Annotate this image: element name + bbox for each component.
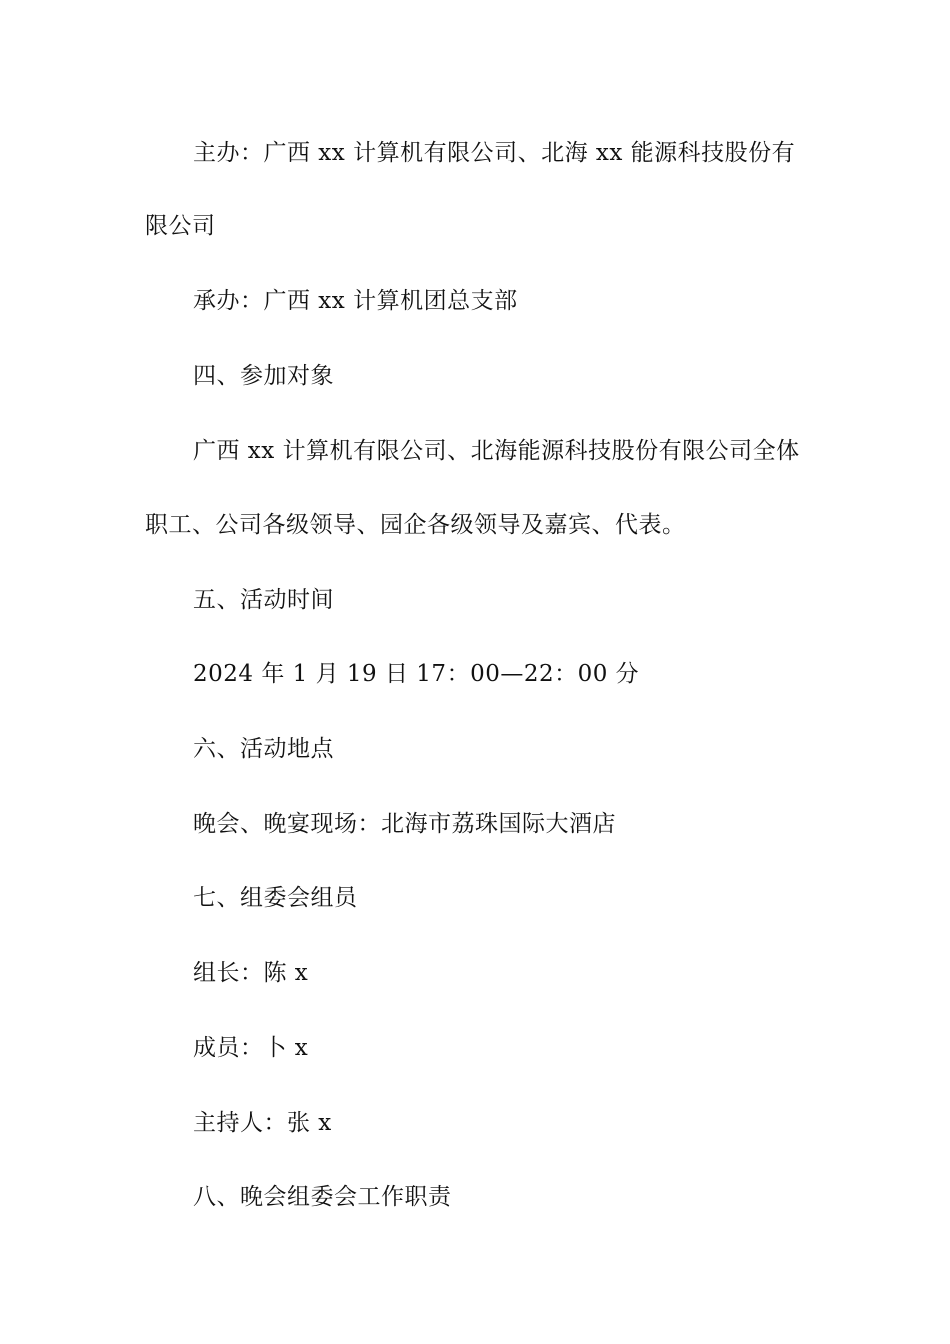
section-heading-venue: 六、活动地点 [193,736,334,762]
section-heading-time: 五、活动时间 [193,587,334,613]
committee-member-line: 成员：卜 x [193,1035,309,1061]
co-organizer-line: 承办：广西 xx 计算机团总支部 [193,288,518,314]
organizer-line: 主办：广西 xx 计算机有限公司、北海 xx 能源科技股份有 [193,140,796,166]
section-heading-duties: 八、晚会组委会工作职责 [193,1184,452,1210]
host-line: 主持人：张 x [193,1110,332,1136]
section-heading-committee: 七、组委会组员 [193,885,358,911]
participants-line: 广西 xx 计算机有限公司、北海能源科技股份有限公司全体 [193,438,800,464]
venue-line: 晚会、晚宴现场：北海市荔珠国际大酒店 [193,811,616,837]
committee-leader-line: 组长：陈 x [193,960,309,986]
event-time-line: 2024 年 1 月 19 日 17：00—22：00 分 [193,661,640,687]
section-heading-participants: 四、参加对象 [193,363,334,389]
organizer-line-continued: 限公司 [145,213,216,239]
participants-line-continued: 职工、公司各级领导、园企各级领导及嘉宾、代表。 [145,512,686,538]
